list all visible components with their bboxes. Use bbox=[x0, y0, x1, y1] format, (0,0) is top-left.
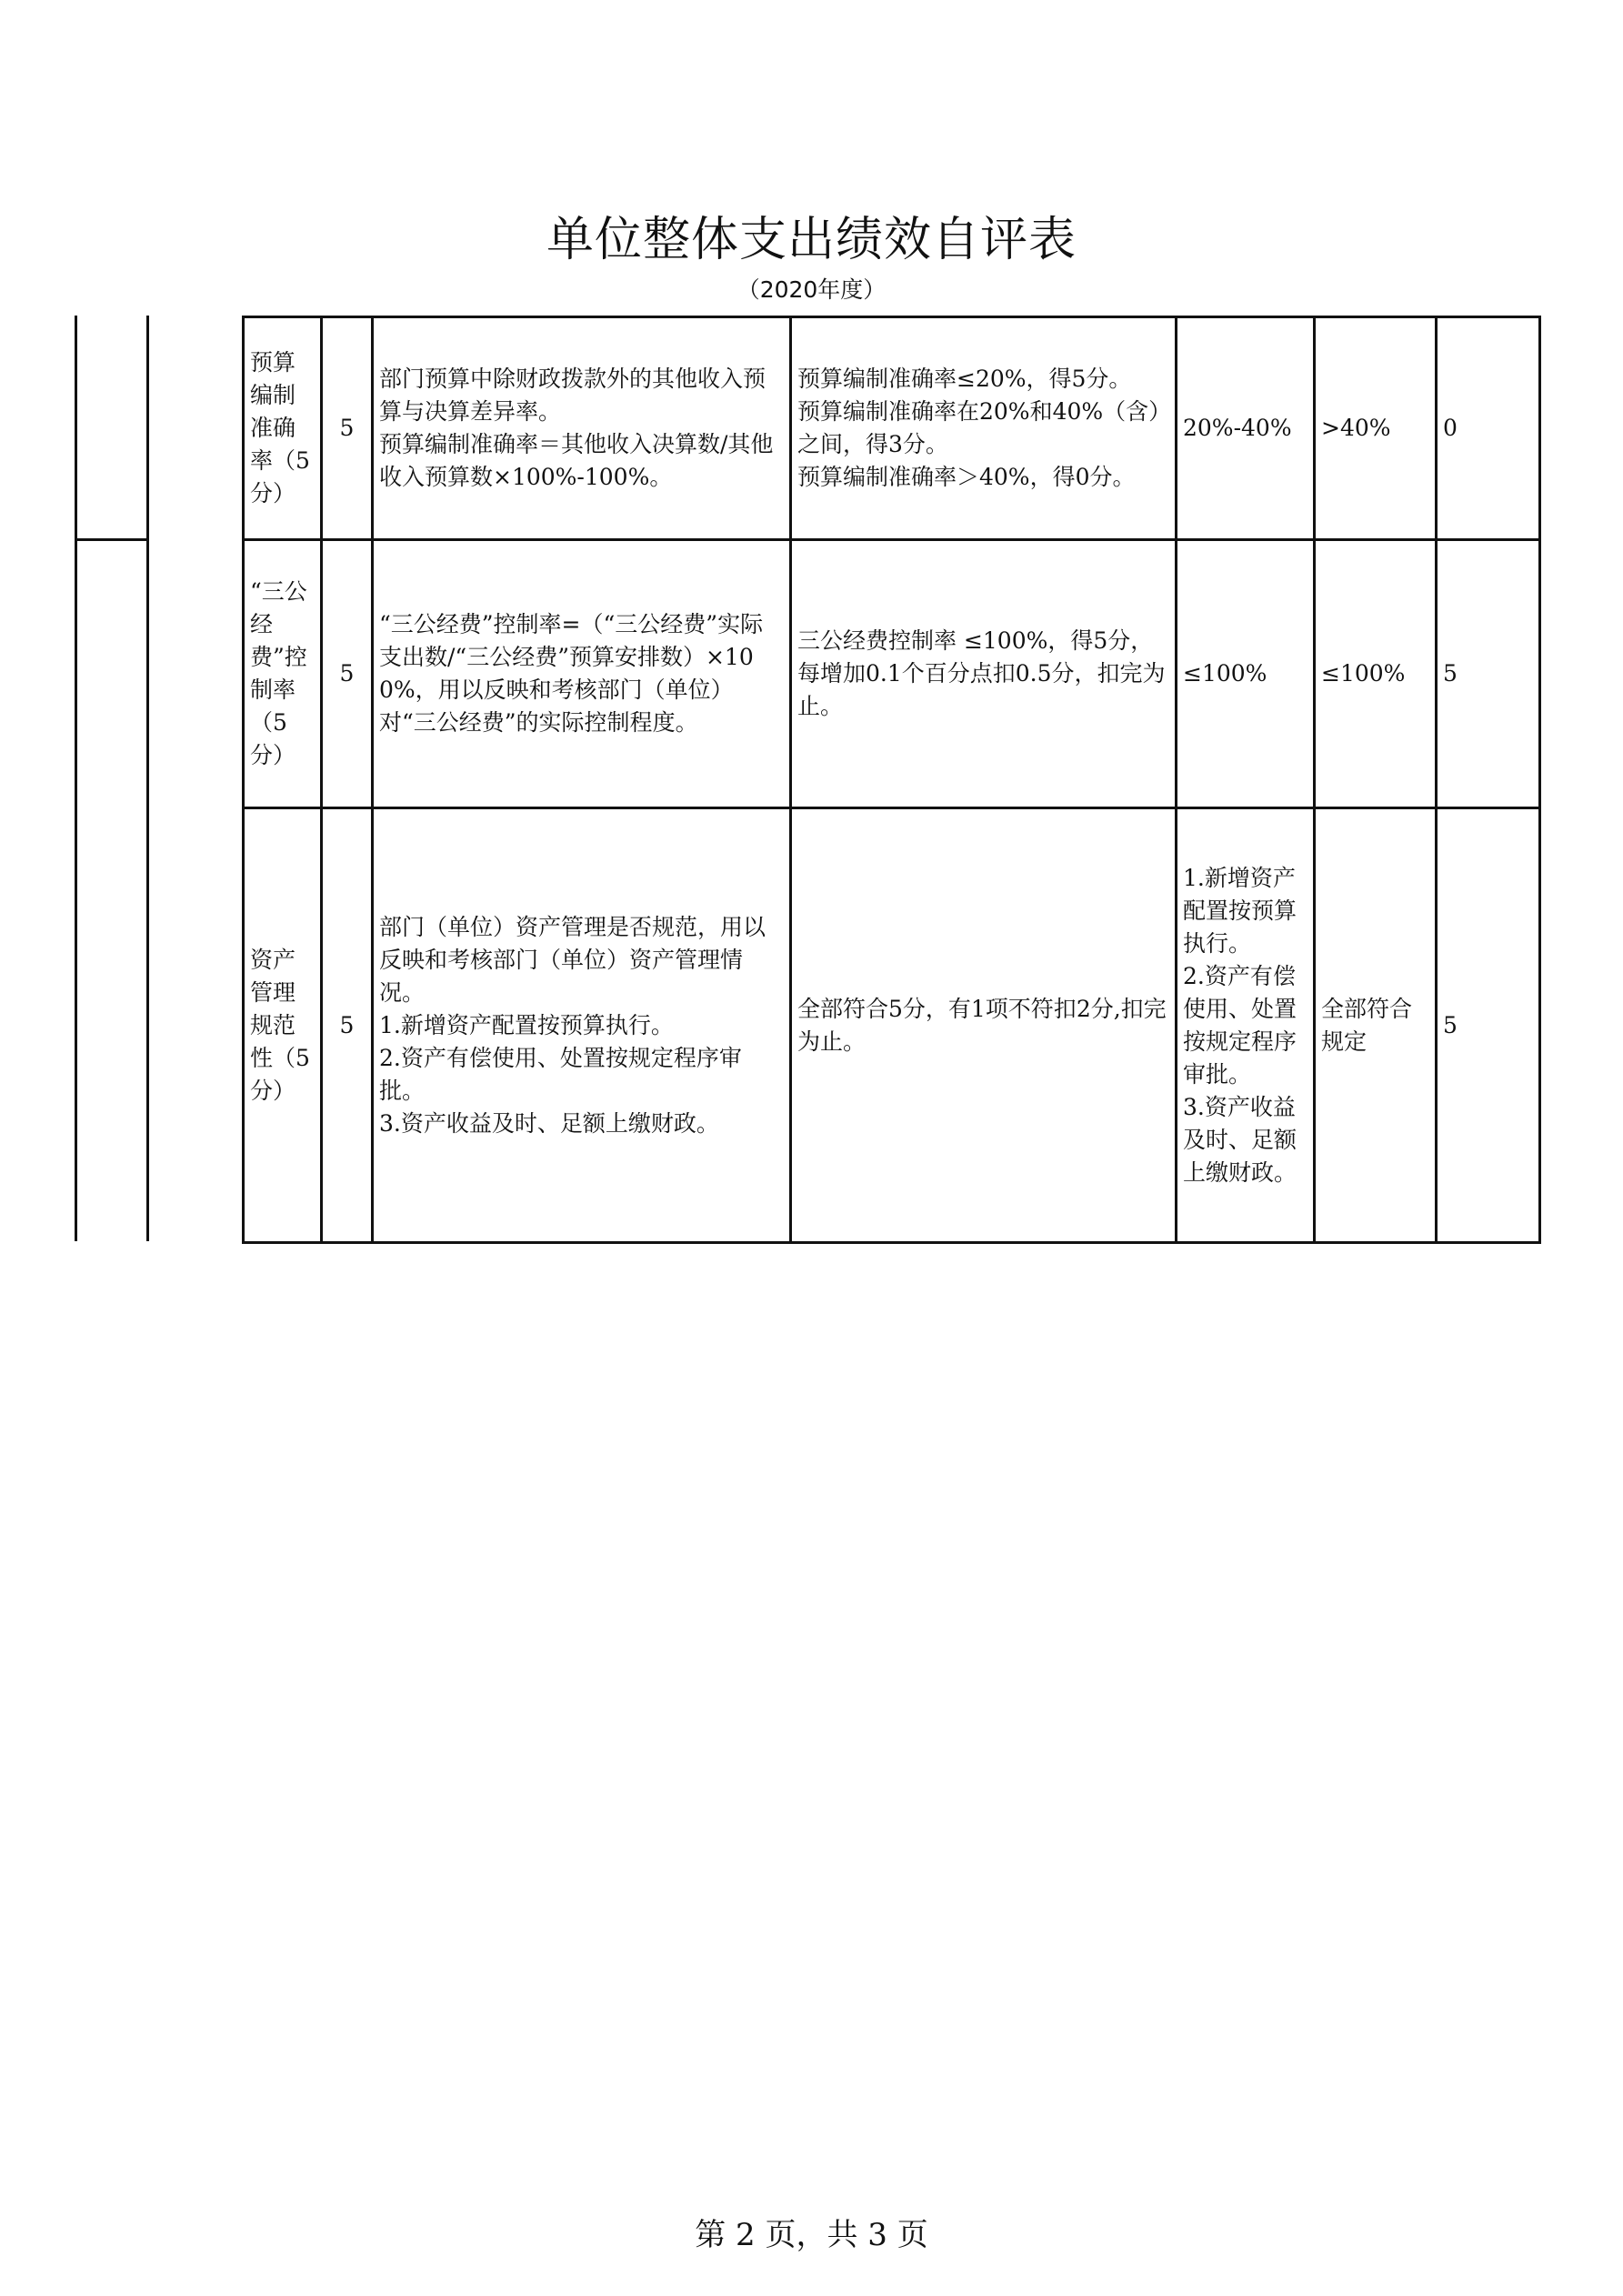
page-footer: 第 2 页，共 3 页 bbox=[695, 2217, 928, 2253]
indicator-cell: “三公经费”控制率（5分） bbox=[244, 540, 322, 808]
criteria-cell: 三公经费控制率 ≤100%，得5分，每增加0.1个百分点扣0.5分，扣完为止。 bbox=[791, 540, 1177, 808]
description-cell: 部门（单位）资产管理是否规范，用以反映和考核部门（单位）资产管理情况。 1.新增资产配置按预算执行。 2.资产有偿使用、处置按规定程序审批。 3.资产收益及时、足额上缴财政。 bbox=[373, 808, 791, 1243]
table-row bbox=[244, 317, 1540, 540]
actual-cell: ≤100% bbox=[1315, 540, 1437, 808]
evaluation-table bbox=[242, 316, 1541, 1244]
score-cell: 5 bbox=[1437, 540, 1540, 808]
page-title: 单位整体支出绩效自评表 bbox=[546, 213, 1077, 267]
criteria-cell: 全部符合5分，有1项不符扣2分,扣完为止。 bbox=[791, 808, 1177, 1243]
table-row bbox=[244, 808, 1540, 1243]
score-cell: 5 bbox=[1437, 808, 1540, 1243]
criteria-cell: 预算编制准确率≤20%，得5分。 预算编制准确率在20%和40%（含）之间，得3分。 预算编制准确率＞40%，得0分。 bbox=[791, 317, 1177, 540]
divider-line bbox=[75, 538, 149, 541]
target-cell: ≤100% bbox=[1177, 540, 1315, 808]
indicator-cell: 预算编制准确率（5分） bbox=[244, 317, 322, 540]
indicator-cell: 资产管理规范性（5分） bbox=[244, 808, 322, 1243]
page-subtitle: （2020年度） bbox=[736, 276, 887, 303]
table-row bbox=[244, 540, 1540, 808]
inner-border-line bbox=[146, 316, 149, 1241]
description-cell: 部门预算中除财政拨款外的其他收入预算与决算差异率。 预算编制准确率＝其他收入决算数/其他收入预算数×100%-100%。 bbox=[373, 317, 791, 540]
target-cell: 20%-40% bbox=[1177, 317, 1315, 540]
actual-cell: 全部符合规定 bbox=[1315, 808, 1437, 1243]
weight-cell: 5 bbox=[322, 808, 373, 1243]
weight-cell: 5 bbox=[322, 317, 373, 540]
left-border-line bbox=[75, 316, 77, 1241]
actual-cell: >40% bbox=[1315, 317, 1437, 540]
target-cell: 1.新增资产配置按预算执行。 2.资产有偿使用、处置按规定程序审批。 3.资产收益及时、足额上缴财政。 bbox=[1177, 808, 1315, 1243]
weight-cell: 5 bbox=[322, 540, 373, 808]
score-cell: 0 bbox=[1437, 317, 1540, 540]
description-cell: “三公经费”控制率=（“三公经费”实际支出数/“三公经费”预算安排数）×100%，用以反映和考核部门（单位）对“三公经费”的实际控制程度。 bbox=[373, 540, 791, 808]
